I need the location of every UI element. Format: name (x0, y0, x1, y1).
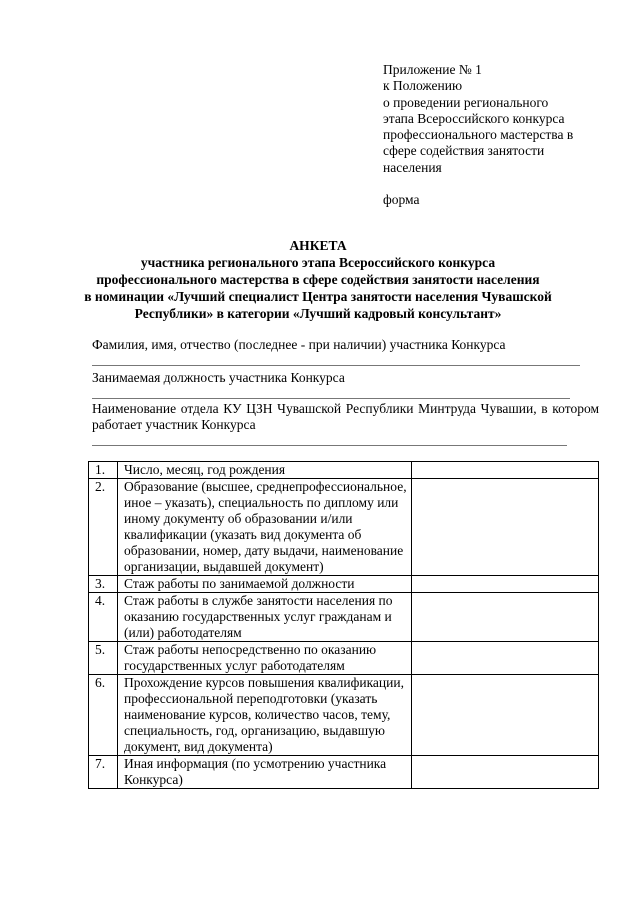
row-value-cell[interactable] (412, 479, 599, 576)
row-number: 3. (89, 576, 118, 593)
position-label: Занимаемая должность участника Конкурса (92, 370, 345, 385)
row-number: 5. (89, 642, 118, 675)
row-label: Стаж работы в службе занятости населения по оказанию государственных услуг гражданам и (или) работодателям (118, 593, 412, 642)
row-label: Стаж работы по занимаемой должности (118, 576, 412, 593)
fio-label: Фамилия, имя, отчество (последнее - при наличии) участника Конкурса (92, 337, 506, 352)
appendix-line: этапа Всероссийского конкурса (383, 110, 565, 126)
row-number: 4. (89, 593, 118, 642)
position-fill-line[interactable] (92, 398, 570, 399)
table-row (89, 479, 599, 576)
row-value-cell[interactable] (412, 756, 599, 789)
document-title (78, 237, 558, 322)
fio-fill-line[interactable] (92, 365, 580, 366)
form-label: форма (383, 192, 420, 208)
row-label: Иная информация (по усмотрению участника Конкурса) (118, 756, 412, 789)
table-row (89, 675, 599, 756)
appendix-line: сфере содействия занятости (383, 143, 545, 159)
appendix-line: населения (383, 159, 442, 175)
row-value-cell[interactable] (412, 576, 599, 593)
row-value-cell[interactable] (412, 642, 599, 675)
appendix-line: Приложение № 1 (383, 62, 482, 77)
appendix-block (383, 62, 623, 208)
appendix-line: профессионального мастерства в (383, 127, 574, 143)
row-label: Прохождение курсов повышения квалификации, профессиональной переподготовки (указать наименование курсов, количество часов, тему, специальность, год, организацию, выдавшую документ, вид документа) (118, 675, 412, 756)
title-line: в номинации «Лучший специалист Центра занятости населения Чувашской (84, 289, 552, 304)
row-value-cell[interactable] (412, 675, 599, 756)
department-field (92, 401, 599, 433)
row-number: 6. (89, 675, 118, 756)
row-label: Число, месяц, год рождения (118, 462, 412, 479)
table-row (89, 576, 599, 593)
table-row (89, 462, 599, 479)
appendix-line: о проведении регионального (383, 94, 549, 110)
department-label: Наименование отдела КУ ЦЗН Чувашской Республики Минтруда Чувашии, в котором работает участник Конкурса (92, 401, 599, 432)
row-number: 1. (89, 462, 118, 479)
table-row (89, 593, 599, 642)
row-value-cell[interactable] (412, 462, 599, 479)
appendix-line: к Положению (383, 78, 463, 94)
position-field (92, 370, 599, 386)
row-label: Образование (высшее, среднепрофессиональное, иное – указать), специальность по диплому или иному документу об образовании и/или квалификации (указать вид документа об образовании, номер, дату выдачи, наименование организации, выдавшей документ) (118, 479, 412, 576)
row-value-cell[interactable] (412, 593, 599, 642)
title-line: профессионального мастерства в сфере содействия занятости населения (96, 272, 540, 287)
title-heading: АНКЕТА (289, 238, 347, 253)
table-row (89, 756, 599, 789)
row-number: 7. (89, 756, 118, 789)
fio-field (92, 337, 599, 353)
title-line: участника регионального этапа Всероссийского конкурса (140, 255, 496, 270)
questionnaire-table (88, 461, 599, 789)
table-row (89, 642, 599, 675)
row-number: 2. (89, 479, 118, 576)
title-line: Республики» в категории «Лучший кадровый консультант» (134, 306, 502, 321)
row-label: Стаж работы непосредственно по оказанию государственных услуг работодателям (118, 642, 412, 675)
department-fill-line[interactable] (92, 445, 567, 446)
